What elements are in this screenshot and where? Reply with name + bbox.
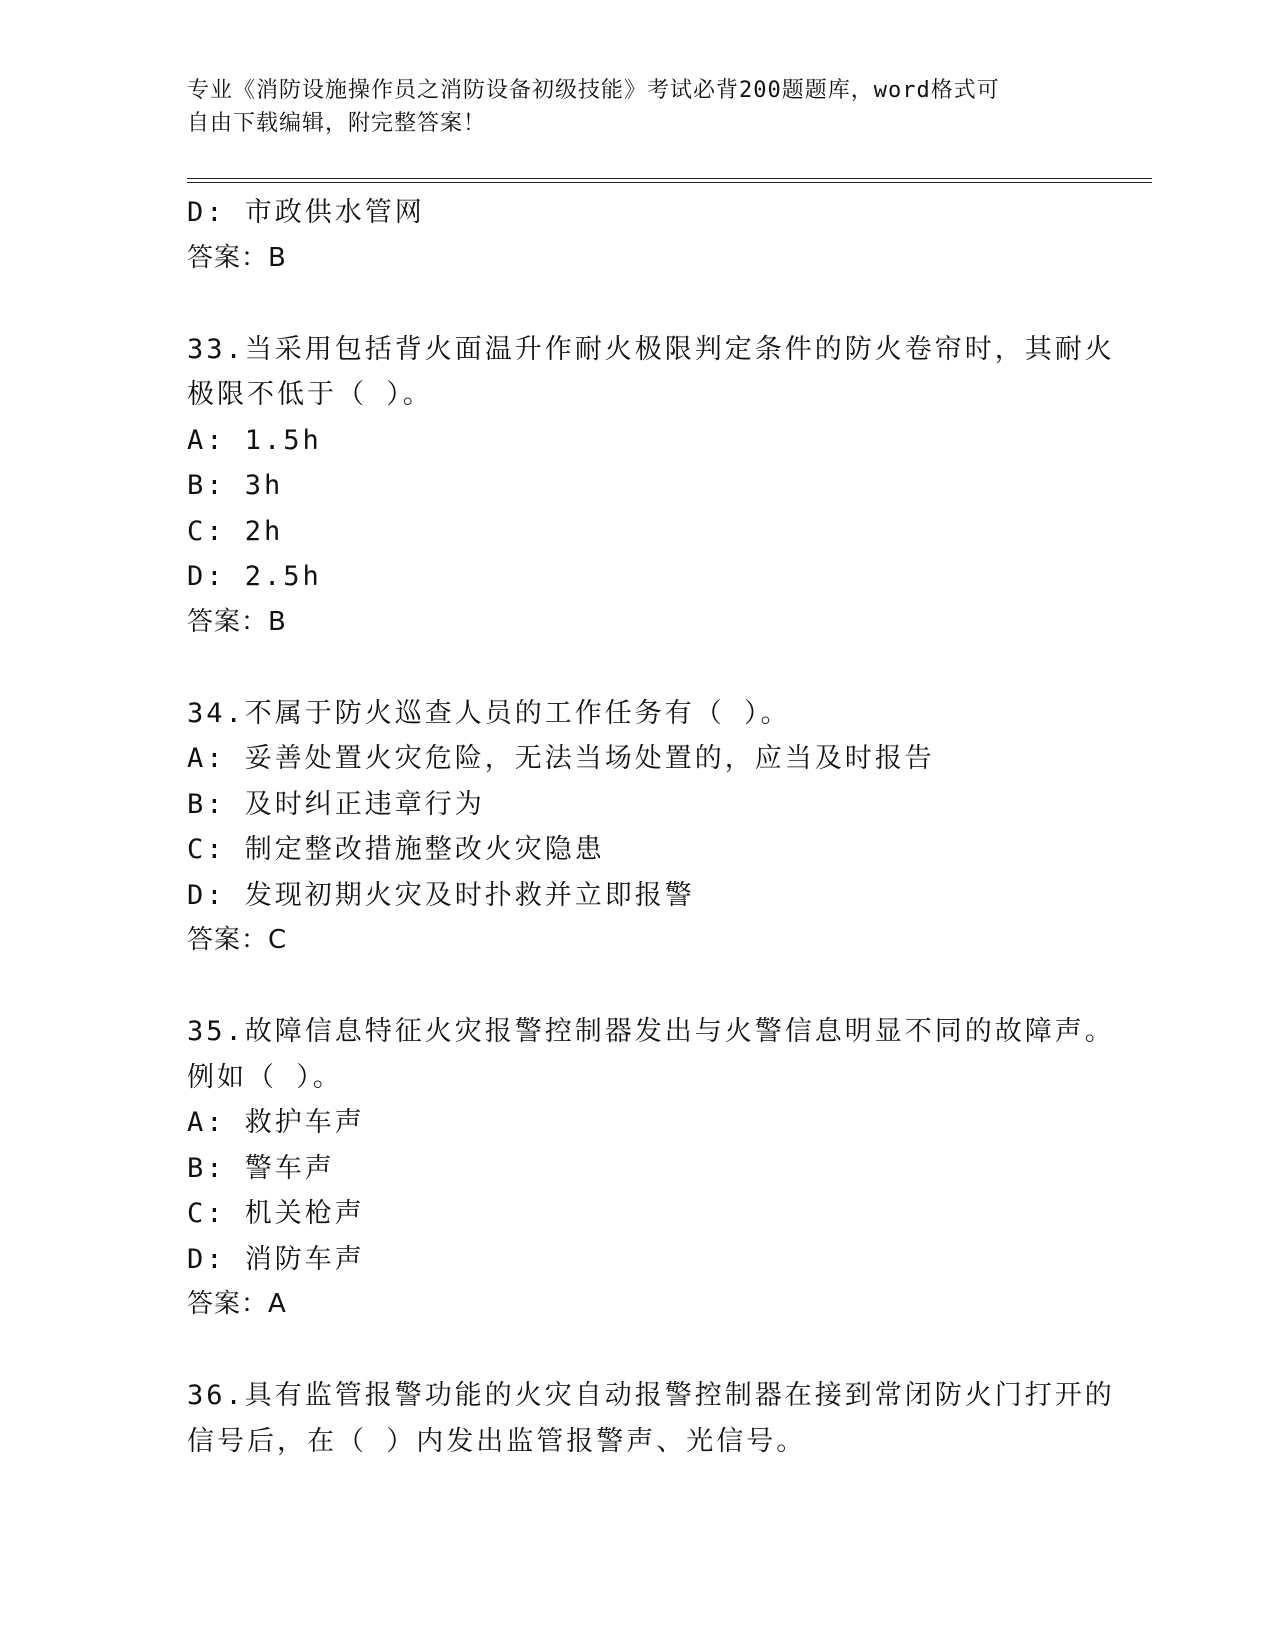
q34-text-line-1: 34.不属于防火巡查人员的工作任务有（ ）。 bbox=[187, 697, 791, 729]
q33-text-line-2: 极限不低于（ ）。 bbox=[187, 379, 433, 410]
q33-text-line-1: 33.当采用包括背火面温升作耐火极限判定条件的防火卷帘时，其耐火 bbox=[187, 333, 1115, 365]
q36-text-line-1: 36.具有监管报警功能的火灾自动报警控制器在接到常闭防火门打开的 bbox=[187, 1380, 1115, 1411]
q35-option-b: B: 警车声 bbox=[187, 1152, 335, 1184]
q33-option-c: C: 2h bbox=[187, 515, 284, 547]
q35-text-line-2: 例如（ ）。 bbox=[187, 1061, 343, 1093]
prev-answer: 答案：B bbox=[187, 242, 287, 273]
q33-answer: 答案：B bbox=[187, 606, 287, 637]
q36-text-line-2: 信号后，在（ ）内发出监管报警声、光信号。 bbox=[187, 1425, 807, 1457]
question-list bbox=[187, 190, 1115, 1464]
q34-option-d: D: 发现初期火灾及时扑救并立即报警 bbox=[187, 879, 695, 911]
q34-option-c: C: 制定整改措施整改火灾隐患 bbox=[187, 834, 605, 865]
q34-answer: 答案：C bbox=[187, 925, 288, 955]
q33-option-b: B: 3h bbox=[187, 470, 284, 501]
prev-option-d: D: 市政供水管网 bbox=[187, 197, 425, 228]
document-header bbox=[187, 74, 1087, 140]
header-divider bbox=[187, 178, 1152, 183]
header-line-1: 专业《消防设施操作员之消防设备初级技能》考试必背200题题库，word格式可 bbox=[187, 78, 1000, 103]
q35-option-d: D: 消防车声 bbox=[187, 1243, 365, 1275]
header-line-2: 自由下载编辑，附完整答案！ bbox=[187, 111, 487, 136]
q35-answer: 答案：A bbox=[187, 1289, 287, 1319]
q33-option-a: A: 1.5h bbox=[187, 424, 322, 456]
q35-option-c: C: 机关枪声 bbox=[187, 1198, 365, 1229]
q35-text-line-1: 35.故障信息特征火灾报警控制器发出与火警信息明显不同的故障声。 bbox=[187, 1016, 1115, 1047]
q33-option-d: D: 2.5h bbox=[187, 561, 322, 592]
q35-option-a: A: 救护车声 bbox=[187, 1107, 365, 1138]
q34-option-b: B: 及时纠正违章行为 bbox=[187, 788, 485, 820]
q34-option-a: A: 妥善处置火灾危险，无法当场处置的，应当及时报告 bbox=[187, 743, 935, 774]
